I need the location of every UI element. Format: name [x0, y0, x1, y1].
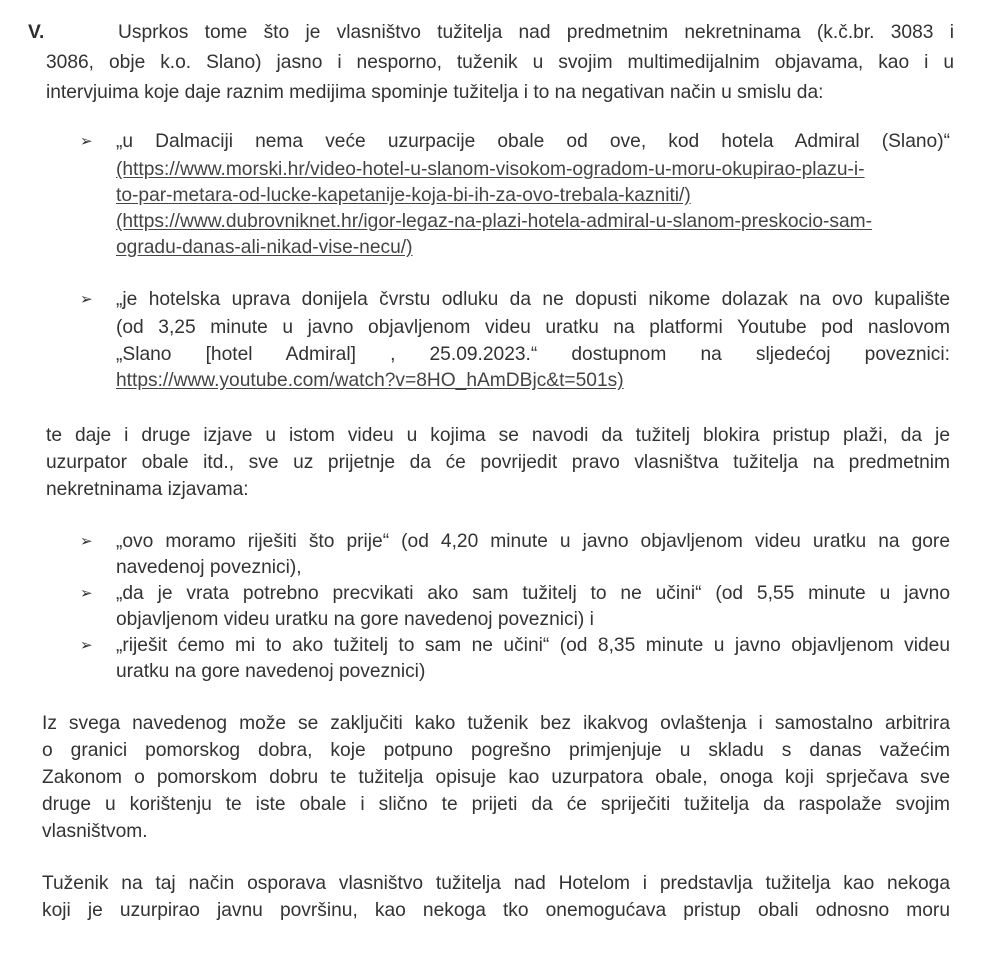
- intro-line-2: 3086, obje k.o. Slano) jasno i nesporno, tuženik u svojim multimedijalnim objavama, kao i u: [46, 52, 954, 73]
- morski-link-continued[interactable]: to-par-metara-od-lucke-kapetanije-koja-bi-ih-za-ovo-trebala-kazniti/): [116, 185, 691, 206]
- quote-line: „Slano [hotel Admiral] , 25.09.2023.“ dostupnom na sljedećoj poveznici:: [116, 344, 950, 365]
- statement-line: „da je vrata potrebno precvikati ako sam tužitelj to ne učini“ (od 5,55 minute u javno: [116, 583, 950, 604]
- arrowhead-bullet-icon: ➢: [80, 533, 93, 550]
- quote-line: „u Dalmaciji nema veće uzurpacije obale od ove, kod hotela Admiral (Slano)“: [116, 131, 950, 152]
- arrowhead-bullet-icon: ➢: [80, 291, 93, 308]
- intro-line-3: intervjuima koje daje raznim medijima spominje tužitelja i to na negativan način u smislu da:: [46, 82, 824, 103]
- statement-line: „riješit ćemo mi to ako tužitelj to sam ne učini“ (od 8,35 minute u javno objavljenom videu: [116, 635, 950, 656]
- statement-line: uratku na gore navedenoj poveznici): [116, 661, 426, 682]
- statement-line: „ovo moramo riješiti što prije“ (od 4,20 minute u javno objavljenom videu uratku na gore: [116, 531, 950, 552]
- paragraph-line: koji je uzurpirao javnu površinu, kao nekoga tko onemogućava pristup obali odnosno moru: [42, 900, 950, 921]
- paragraph-line: uzurpator obale itd., sve uz prijetnje da će povrijedit pravo vlasništva tužitelja na predmetnim: [46, 452, 950, 473]
- quote-line: (od 3,25 minute u javno objavljenom videu uratku na platformi Youtube pod naslovom: [116, 317, 950, 338]
- paragraph-line: o granici pomorskog dobra, koje potpuno pogrešno primjenjuje u skladu s danas važećim: [42, 740, 950, 761]
- arrowhead-bullet-icon: ➢: [80, 637, 93, 654]
- arrowhead-bullet-icon: ➢: [80, 133, 93, 150]
- paragraph-line: Iz svega navedenog može se zaključiti kako tuženik bez ikakvog ovlaštenja i samostalno arbitrira: [42, 713, 950, 734]
- paragraph-line: druge u korištenju te iste obale i slično te prijeti da će spriječiti tužitelja da raspolaže svojim: [42, 794, 950, 815]
- dubrovniknet-link-continued[interactable]: ogradu-danas-ali-nikad-vise-necu/): [116, 237, 413, 258]
- paragraph-line: vlasništvom.: [42, 821, 148, 842]
- quote-line: „je hotelska uprava donijela čvrstu odluku da ne dopusti nikome dolazak na ovo kupalište: [116, 289, 950, 310]
- arrowhead-bullet-icon: ➢: [80, 585, 93, 602]
- paragraph-line: Zakonom o pomorskom dobru te tužitelja opisuje kao uzurpatora obale, onoga koji sprječava sve: [42, 767, 950, 788]
- section-number: V.: [28, 22, 45, 43]
- youtube-link[interactable]: https://www.youtube.com/watch?v=8HO_hAmDBjc&t=501s): [116, 370, 624, 391]
- morski-link[interactable]: (https://www.morski.hr/video-hotel-u-slanom-visokom-ogradom-u-moru-okupirao-plazu-i-: [116, 159, 865, 180]
- intro-line-1: Usprkos tome što je vlasništvo tužitelja nad predmetnim nekretninama (k.č.br. 3083 i: [118, 22, 954, 43]
- paragraph-line: Tuženik na taj način osporava vlasništvo tužitelja nad Hotelom i predstavlja tužitelja kao nekoga: [42, 873, 950, 894]
- paragraph-line: te daje i druge izjave u istom videu u kojima se navodi da tužitelj blokira pristup plaži, da je: [46, 425, 950, 446]
- dubrovniknet-link[interactable]: (https://www.dubrovniknet.hr/igor-legaz-na-plazi-hotela-admiral-u-slanom-preskocio-sam-: [116, 211, 873, 232]
- statement-line: navedenoj poveznici),: [116, 557, 302, 578]
- paragraph-line: nekretninama izjavama:: [46, 479, 249, 500]
- statement-line: objavljenom videu uratku na gore navedenoj poveznici) i: [116, 609, 594, 630]
